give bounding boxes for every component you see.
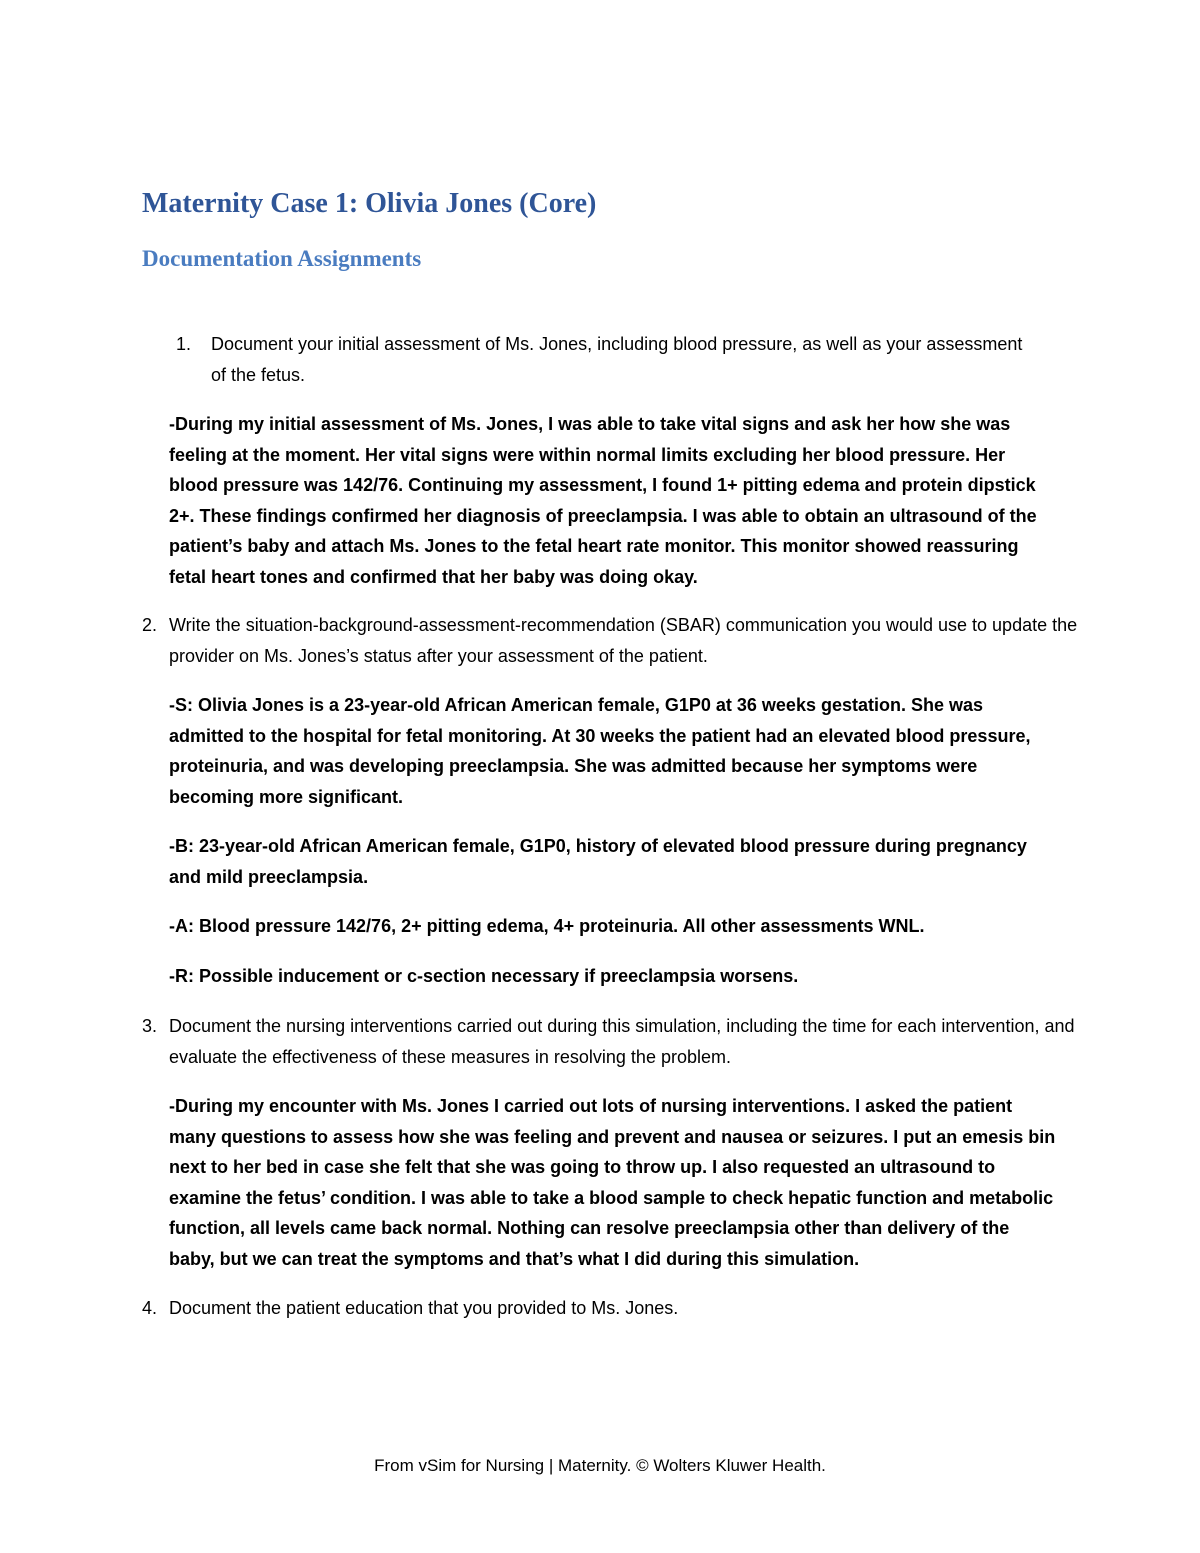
answer-2-situation: -S: Olivia Jones is a 23-year-old African American female, G1P0 at 36 weeks gestation. She was admitted to the hospital for fetal monitoring. At 30 weeks the patient had an elevated blood pressure, proteinuria, and was developing preeclampsia. She was admitted because her symptoms were becoming more significant.	[169, 695, 1031, 807]
answer-2-background: -B: 23-year-old African American female, G1P0, history of elevated blood pressure during pregnancy and mild preeclampsia.	[169, 836, 1027, 887]
question-text: Document the nursing interventions carried out during this simulation, including the time for each intervention, and evaluate the effectiveness of these measures in resolving the problem.	[169, 1016, 1075, 1067]
question-2	[142, 610, 1086, 671]
answer-2-recommendation: -R: Possible inducement or c-section necessary if preeclampsia worsens.	[169, 966, 799, 986]
section-heading: Documentation Assignments	[142, 246, 422, 271]
question-number: 2.	[142, 615, 158, 635]
page-footer: From vSim for Nursing | Maternity. © Wolters Kluwer Health.	[374, 1456, 826, 1475]
question-number: 1.	[176, 334, 192, 354]
question-number: 3.	[142, 1016, 158, 1036]
answer-1: -During my initial assessment of Ms. Jones, I was able to take vital signs and ask her how she was feeling at the moment. Her vital signs were within normal limits excluding her blood pressure. Her blood pressure was 142/76. Continuing my assessment, I found 1+ pitting edema and protein dipstick 2+. These findings confirmed her diagnosis of preeclampsia. I was able to obtain an ultrasound of the patient’s baby and attach Ms. Jones to the fetal heart rate monitor. This monitor showed reassuring fetal heart tones and confirmed that her baby was doing okay.	[169, 414, 1037, 587]
question-text: Document the patient education that you provided to Ms. Jones.	[169, 1298, 679, 1318]
question-text: Document your initial assessment of Ms. Jones, including blood pressure, as well as your assessment of the fetus.	[211, 334, 1023, 385]
answer-3: -During my encounter with Ms. Jones I carried out lots of nursing interventions. I asked the patient many questions to assess how she was feeling and prevent and nausea or seizures. I put an emesis bin next to her bed in case she felt that she was going to throw up. I also requested an ultrasound to examine the fetus’ condition. I was able to take a blood sample to check hepatic function and metabolic function, all levels came back normal. Nothing can resolve preeclampsia other than delivery of the baby, but we can treat the symptoms and that’s what I did during this simulation.	[169, 1096, 1056, 1269]
answer-2-assessment: -A: Blood pressure 142/76, 2+ pitting edema, 4+ proteinuria. All other assessments WNL.	[169, 916, 925, 936]
question-text: Write the situation-background-assessment-recommendation (SBAR) communication you would use to update the provider on Ms. Jones’s status after your assessment of the patient.	[169, 615, 1078, 666]
question-1	[176, 329, 1041, 390]
question-4	[142, 1293, 1086, 1324]
document-title: Maternity Case 1: Olivia Jones (Core)	[142, 188, 597, 219]
question-3	[142, 1011, 1086, 1072]
question-number: 4.	[142, 1298, 158, 1318]
